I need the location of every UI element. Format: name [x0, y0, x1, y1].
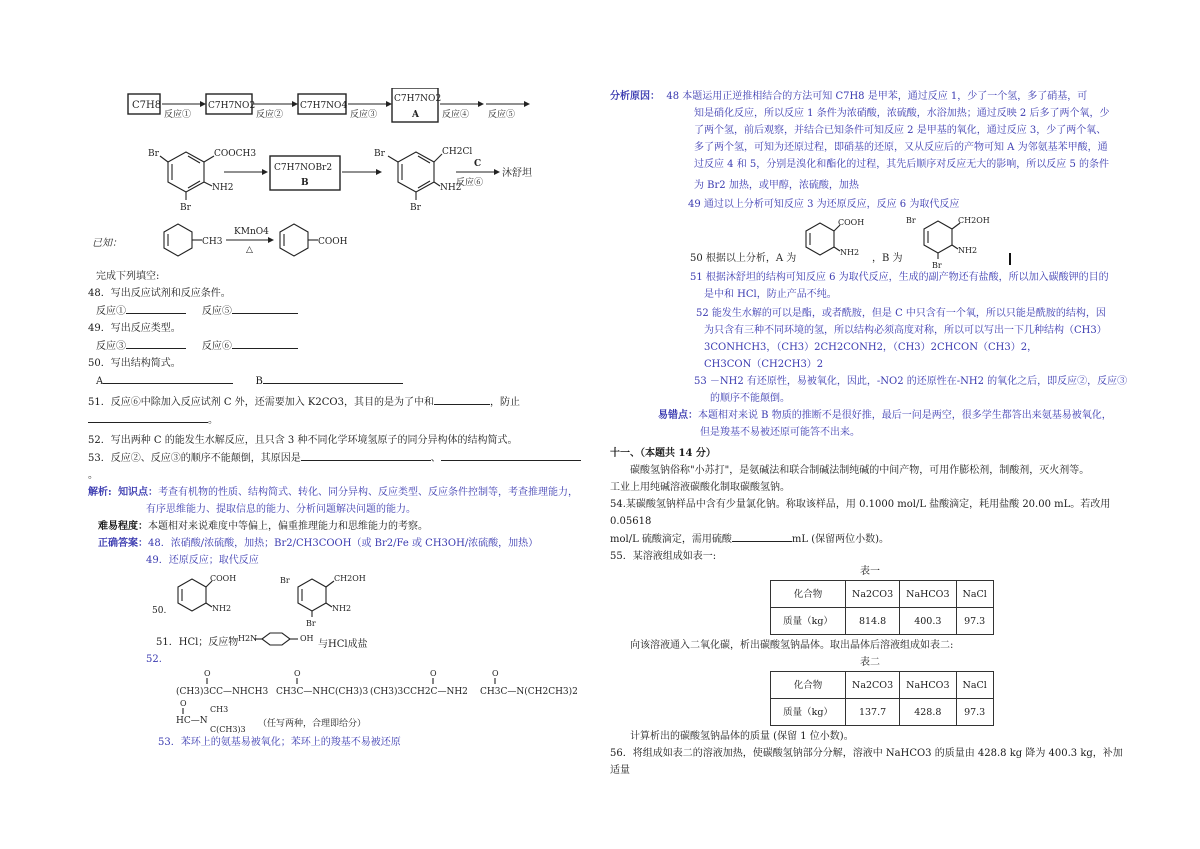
q52: 52．写出两种 C 的能发生水解反应，且只含 3 种不同化学环境氢原子的同分异构体的结构简式。	[88, 435, 518, 446]
toluene-structure	[164, 224, 223, 256]
right-52-4: CH3CON（CH2CH3）2	[704, 359, 824, 370]
answer-label: 正确答案：	[98, 538, 148, 549]
q48: 48．写出反应试剂和反应条件。	[88, 288, 231, 299]
answer-53: 53．苯环上的氨基易被氧化；苯环上的羧基不易被还原	[158, 737, 401, 748]
answer-49: 49．还原反应；取代反应	[146, 555, 259, 566]
section-text-1: 碳酸氢钠俗称"小苏打"，是氨碱法和联合制碱法制纯碱的中间产物，可用作膨松剂，制酸剂，灭火剂等。	[630, 465, 1090, 476]
kmno4-label: KMnO4	[234, 227, 269, 237]
arrow-label-r5: 反应⑤	[488, 110, 516, 120]
answer-52: 52.	[146, 654, 162, 665]
right-51-2: 是中和 HCl，防止产品不纯。	[704, 289, 837, 300]
svg-text:C(CH3)3: C(CH3)3	[210, 725, 246, 734]
svg-text:COOH: COOH	[838, 218, 865, 227]
cause-5: 过反应 4 和 5，分别是溴化和酯化的过程，其先后顺序对反应无大的影响，所以反应 5 的条件	[694, 159, 1109, 170]
box-a-text: C7H7NO2	[394, 94, 442, 104]
box-a-label: A	[412, 110, 419, 120]
cause-4: 多了两个氢，可知为还原过程，即硝基的还原，又从反应后的产物可知 A 为邻氨基苯甲酸，通	[694, 142, 1108, 153]
isomer-4: CH3C—N(CH2CH3)2	[480, 687, 578, 697]
svg-text:CH3: CH3	[210, 705, 229, 714]
known-label: 已知：	[92, 238, 122, 249]
svg-text:Br: Br	[374, 149, 385, 159]
isomer-5: HC—N	[176, 716, 208, 726]
box-b-text: C7H7NOBr2	[274, 163, 333, 173]
right-52-2: 为只含有三种不同环境的氢，所以结构必须高度对称，所以可以写出一下几种结构（CH3）	[704, 325, 1107, 336]
right-b-structure	[906, 216, 990, 269]
right-50-a: 50 根据以上分析，A 为	[690, 253, 797, 264]
q56: 56．将组成如表二的溶液加热，使碳酸氢钠部分分解，溶液中 NaHCO3 的质量由 428.8 kg 降为 400.3 kg，补加适量	[610, 748, 1123, 776]
section-title: 十一、（本题共 14 分）	[610, 448, 716, 459]
blank-51b	[88, 411, 208, 423]
right-52-1: 52 能发生水解的可以是酯，或者酰胺，但是 C 中只含有一个氧，所以只能是酰胺的结构，因	[696, 308, 1106, 319]
answer-50-structures	[88, 569, 588, 629]
right-column	[610, 88, 1130, 779]
svg-text:NH2: NH2	[212, 183, 234, 193]
answer-51-line	[88, 629, 588, 653]
arrow-label-r4: 反应④	[442, 110, 470, 120]
cause-label: 分析原因：	[610, 91, 660, 102]
difficulty-label: 难易程度：	[98, 521, 148, 532]
svg-text:CH2Cl: CH2Cl	[442, 147, 473, 157]
right-53-1: 53 －NH2 有还原性，易被氧化，因此，-NO2 的还原性在-NH2 的氧化之后，即反应②，反应③	[694, 376, 1128, 387]
answer-51-b: 与HCl成盐	[318, 639, 368, 650]
blank-50a	[103, 372, 233, 384]
q54-2: mol/L 硫酸滴定，需用硫酸	[610, 534, 732, 545]
blank-48a	[126, 302, 186, 314]
svg-text:Br: Br	[148, 149, 159, 159]
benzoic-acid-structure	[280, 224, 348, 256]
box-c7h8-text: C7H8	[132, 100, 162, 111]
arrow-label-r1: 反应①	[164, 110, 192, 120]
q49-a: 反应③	[96, 341, 126, 352]
q50: 50．写出结构简式。	[88, 358, 181, 369]
box-b-label: B	[301, 178, 309, 188]
calc-text: 计算析出的碳酸氢钠晶体的质量 (保留 1 位小数)。	[630, 731, 854, 742]
q54-3: mL (保留两位小数)。	[791, 534, 889, 545]
arrow-label-r3: 反应③	[350, 110, 378, 120]
right-49: 49 通过以上分析可知反应 3 为还原反应，反应 6 为取代反应	[688, 199, 960, 210]
svg-text:CH2OH: CH2OH	[958, 216, 990, 225]
svg-text:NH2: NH2	[212, 604, 232, 613]
svg-text:O: O	[430, 669, 437, 678]
reaction-scheme	[88, 88, 588, 268]
svg-text:NH2: NH2	[440, 183, 462, 193]
q48-a: 反应①	[96, 306, 126, 317]
cause-2: 知是硝化反应，所以反应 1 条件为浓硝酸，浓硫酸，水浴加热；通过反映 2 后多了两个氧，少	[694, 108, 1110, 119]
blank-53a	[301, 449, 431, 461]
blank-53b	[441, 449, 581, 461]
table-1: 化合物 Na2CO3 NaHCO3 NaCl 质量（kg） 814.8 400.3 97.3	[770, 580, 994, 635]
knowledge-2: 有序思维能力、提取信息的能力、分析问题解决问题的能力。	[146, 504, 416, 515]
blank-48b	[232, 302, 298, 314]
blank-51a	[434, 393, 490, 405]
mid-text: 向该溶液通入二氧化碳，析出碳酸氢钠晶体。取出晶体后溶液组成如表二:	[630, 640, 954, 651]
svg-text:CH2OH: CH2OH	[334, 574, 366, 583]
svg-text:COOCH3: COOCH3	[214, 149, 257, 159]
knowledge-1: 考查有机物的性质、结构简式、转化、同分异构、反应类型、反应条件控制等，考查推理能力，	[158, 487, 579, 498]
blank-50b	[263, 372, 403, 384]
q51-a: 51．反应⑥中除加入反应试剂 C 外，还需要加入 K2CO3，其目的是为了中和	[88, 397, 434, 408]
box-c7h7no2-text: C7H7NO2	[208, 101, 256, 111]
cause-1: 48 本题运用正逆推相结合的方法可知 C7H8 是甲苯，通过反应 1，少了一个氢，多了硝基，可	[666, 91, 1088, 102]
svg-text:H2N: H2N	[238, 634, 258, 643]
right-50-line	[610, 213, 1130, 269]
q51-b: ，防止	[489, 397, 520, 408]
svg-text:OH: OH	[300, 634, 314, 643]
svg-text:Br: Br	[932, 261, 942, 269]
table-2-caption: 表二	[860, 657, 880, 668]
q53: 53．反应②、反应③的顺序不能颠倒，其原因是	[88, 453, 301, 464]
right-50-b: ，B 为	[872, 253, 903, 264]
svg-text:Br: Br	[280, 576, 290, 585]
svg-text:NH2: NH2	[840, 248, 860, 257]
knowledge-label: 知识点：	[118, 487, 159, 498]
err-1: 本题相对来说 B 物质的推断不是很好推，最后一问是两空，很多学生都答出来氨基易被氧化，	[698, 410, 1112, 421]
arrow-label-r2: 反应②	[256, 110, 284, 120]
q48-b: 反应⑤	[201, 306, 232, 317]
svg-text:COOH: COOH	[318, 237, 348, 247]
right-51-1: 51 根据沐舒坦的结构可知反应 6 为取代反应，生成的副产物还有盐酸，所以加入碳酸钾的目的	[690, 272, 1109, 283]
answer-48: 48．浓硝酸/浓硫酸，加热；Br2/CH3COOH（或 Br2/Fe 或 CH3OH/浓硫酸，加热）	[148, 538, 539, 549]
answer-51-a: 51．HCl；反应物	[156, 637, 239, 648]
svg-text:CH3: CH3	[202, 237, 223, 247]
isomer-1: (CH3)3CC—NHCH3	[176, 687, 269, 697]
answer-50-label: 50.	[152, 606, 167, 616]
err-label: 易错点：	[658, 410, 698, 421]
svg-text:O: O	[492, 669, 499, 678]
table-1-caption: 表一	[860, 566, 880, 577]
blank-49a	[126, 337, 186, 349]
cyclohexane-ring	[262, 633, 290, 645]
svg-text:Br: Br	[306, 619, 316, 628]
svg-text:Br: Br	[410, 203, 421, 213]
svg-text:NH2: NH2	[958, 246, 978, 255]
svg-text:O: O	[294, 669, 301, 678]
isomer-2: CH3C—NHC(CH3)3	[276, 687, 369, 697]
isomer-3: (CH3)3CCH2C—NH2	[370, 687, 468, 697]
dibromo-benzyl-alcohol-structure	[280, 574, 366, 628]
q54-1: 54.某碳酸氢钠样品中含有少量氯化钠。称取该样品，用 0.1000 mol/L 盐酸滴定，耗用盐酸 20.00 mL。若改用 0.05618	[610, 499, 1111, 527]
svg-text:O: O	[180, 699, 187, 708]
isomer-note: （任写两种，合理即给分）	[258, 719, 367, 729]
isomer-structures	[88, 668, 588, 734]
svg-text:O: O	[204, 669, 211, 678]
q49-b: 反应⑥	[201, 341, 232, 352]
cause-3: 了两个氢，前后观察，并结合已知条件可知反应 2 是甲基的氧化，通过反应 3，少了两个氧、	[694, 125, 1107, 136]
right-53-2: 的顺序不能颠倒。	[710, 393, 790, 404]
q51-c: 。	[208, 415, 218, 426]
right-a-structure	[806, 218, 864, 257]
product-label: 沐舒坦	[502, 168, 532, 179]
q55: 55．某溶液组成如表一:	[610, 551, 717, 562]
svg-text:Br: Br	[180, 203, 191, 213]
analysis-label: 解析:	[88, 487, 112, 498]
blank-54	[732, 530, 792, 542]
svg-text:NH2: NH2	[332, 604, 352, 613]
svg-text:△: △	[246, 245, 253, 255]
methyl-ester-structure	[148, 149, 256, 213]
left-column: C7H8 反应① C7H7NO2 反应② C7H7NO4 反应③ C7H7NO2 A 反应④ 反应⑤ COOCH3 NH2 Br Br C7H7NOBr2 B CH2Cl NH2 Br Br C 反应⑥ 沐舒坦 已知： CH3 KMnO4 △ COOH 完成下列填空: 48．写出反应试剂和反应条件。 反应① 反应⑤ 49．写出反应类型。 反应③ 反应⑥ 50．写出结构简式。 A B 51．反应⑥中除加入反应试剂 C 外，还需要加入 K2CO3，其目的是为了中和 ，防止 。 52．写出两种 C 的能发生水解反应，且只含 3 种不同化学环境氢原子的同分异构体的结构简式。 53．反应②、反应③的顺序不能颠倒，其原因是 、。 解析: 知识点：考查有机物的性质、结构简式、转化、同分异构、反应类型、反应条件控制等，考查推理能力， 有序思维能力、提取信息的能力、分析问题解决问题的能力。 难易程度：本题相对来说难度中等偏上，偏重推理能力和思维能力的考察。 正确答案：48．浓硝酸/浓硫酸，加热；Br2/CH3COOH（或 Br2/Fe 或 CH3OH/浓硫酸，加热） 49．还原反应；取代反应 50. COOH NH2 CH2OH NH2 Br Br 51．HCl；反应物 H2N OH 与HCl成盐 52. O (CH3)3CC—NHCH3 O CH3C—NHC(CH3)3 O (CH3)3CCH2C—NH2 O CH3C—N(CH2CH3)2 O HC—N CH3 C(CH3)3 （任写两种，合理即给分） 53．苯环上的氨基易被氧化；苯环上的羧基不易被还原	[88, 88, 588, 751]
difficulty: 本题相对来说难度中等偏上，偏重推理能力和思维能力的考察。	[148, 521, 428, 532]
anthranilic-acid-structure	[178, 574, 236, 613]
reagent-c: C	[474, 159, 482, 169]
box-c7h7no4-text: C7H7NO4	[300, 101, 348, 111]
blank-49b	[232, 337, 298, 349]
q50-a: A	[96, 376, 104, 387]
q49: 49．写出反应类型。	[88, 323, 181, 334]
cause-6: 为 Br2 加热，或甲醇，浓硫酸，加热	[694, 180, 859, 191]
intro-text: 完成下列填空:	[96, 271, 160, 282]
section-text-2: 工业上用纯碱溶液碳酸化制取碳酸氢钠。	[610, 482, 790, 493]
q50-b: B	[255, 376, 263, 387]
svg-text:Br: Br	[906, 216, 916, 225]
arrow-label-r6: 反应⑥	[456, 178, 484, 188]
svg-text:COOH: COOH	[210, 574, 237, 583]
table-2: 化合物 Na2CO3 NaHCO3 NaCl 质量（kg） 137.7 428.8 97.3	[770, 671, 994, 726]
err-2: 但是羧基不易被还原可能答不出来。	[700, 427, 860, 438]
right-52-3: 3CONHCH3，（CH3）2CH2CONH2，（CH3）2CHCON（CH3）2，	[704, 342, 1038, 353]
